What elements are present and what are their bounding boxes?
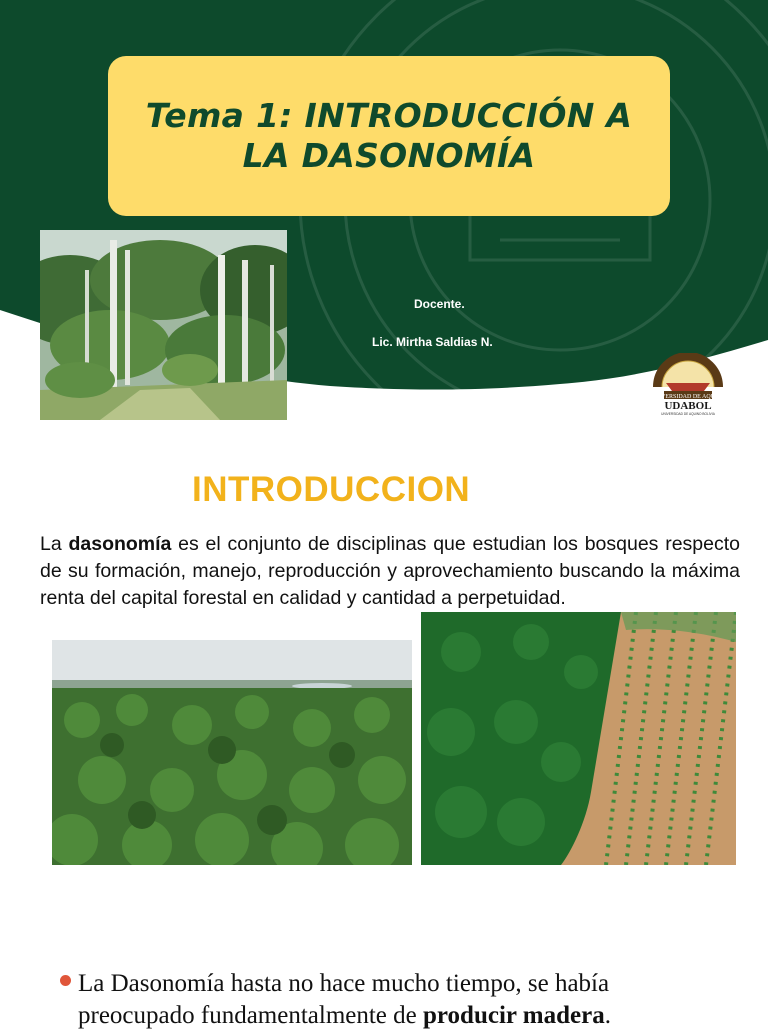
forest-trail-photo (40, 230, 287, 420)
aerial-forest-photo (52, 640, 412, 865)
bullet-line-2-before: preocupado fundamentalmente de (78, 1002, 423, 1029)
bullet-dot-icon (60, 975, 71, 986)
logo-arc-text: UNIVERSIDAD DE AQUINO (650, 394, 726, 400)
bullet-line-1: La Dasonomía hasta no hace mucho tiempo, se había (78, 970, 610, 997)
bullet-paragraph (62, 968, 762, 1032)
intro-term: dasonomía (68, 533, 172, 555)
udabol-logo (644, 353, 732, 417)
intro-paragraph (40, 531, 740, 612)
bullet-line-2-bold: producir madera (423, 1002, 605, 1029)
slide-title-line-2: LA DASONOMÍA (242, 136, 536, 175)
intro-text-after: es el conjunto de disciplinas que estudian los bosques respecto de su formación, manejo, reproducción y aprovechamiento buscando la máxima renta del capital forestal en calidad y cantidad a perpetuidad. (40, 533, 740, 609)
logo-brand: UDABOL (664, 400, 712, 412)
intro-text-before: La (40, 533, 69, 555)
intro-heading: INTRODUCCION (192, 470, 471, 509)
docente-name: Lic. Mirtha Saldias N. (372, 335, 493, 349)
bullet-line-2 (62, 1000, 762, 1032)
deforestation-photo (421, 612, 736, 865)
slide-title-line-1: Tema 1: INTRODUCCIÓN A (145, 96, 633, 135)
logo-subtitle: UNIVERSIDAD DE AQUINO BOLIVIA (661, 412, 715, 416)
bullet-line-2-after: . (604, 1002, 611, 1029)
docente-label: Docente. (414, 297, 465, 311)
title-box (108, 56, 670, 216)
